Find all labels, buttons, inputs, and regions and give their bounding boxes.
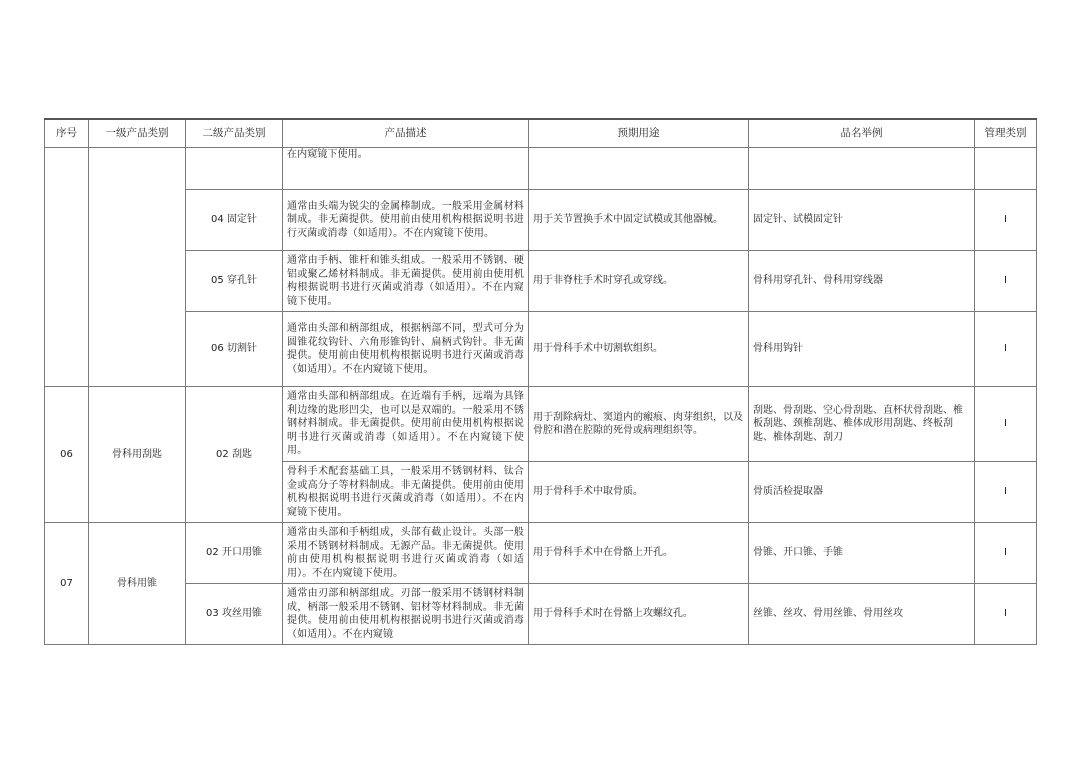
cell-intended-use: 用于骨科手术时在骨骼上攻螺纹孔。 [529, 584, 749, 645]
cell-category-2 [186, 148, 283, 190]
cell-management-class: I [975, 251, 1037, 312]
col-header-name-examples: 品名举例 [749, 119, 975, 148]
cell-description: 通常由刃部和柄部组成。刃部一般采用不锈钢材料制成，柄部一般采用不锈钢、铝材等材料制成。非无菌提供。使用前由使用机构根据说明书进行灭菌或消毒（如适用）。不在内窥镜 [283, 584, 529, 645]
cell-description [283, 148, 529, 190]
cell-management-class: I [975, 462, 1037, 523]
header-row [45, 119, 1037, 148]
catalog-table [44, 118, 1037, 645]
cell-description: 通常由头端为锐尖的金属棒制成。一般采用金属材料制成。非无菌提供。使用前由使用机构根据说明书进行灭菌或消毒（如适用）。不在内窥镜下使用。 [283, 190, 529, 251]
cell-intended-use: 用于非脊柱手术时穿孔或穿线。 [529, 251, 749, 312]
table-row [45, 190, 1037, 251]
cell-intended-use: 用于骨科手术中取骨质。 [529, 462, 749, 523]
col-header-no: 序号 [45, 119, 89, 148]
cell-category-2: 04 固定针 [186, 190, 283, 251]
col-header-category-1: 一级产品类别 [89, 119, 186, 148]
cell-category-1: 骨科用锥 [89, 523, 186, 645]
cell-description: 通常由头部和手柄组成，头部有截止设计。头部一般采用不锈钢材料制成。无源产品。非无菌提供。使用前由使用机构根据说明书进行灭菌或消毒（如适用）。不在内窥镜下使用。 [283, 523, 529, 584]
cell-no: 06 [45, 387, 89, 523]
cell-intended-use [529, 148, 749, 190]
cell-name-examples [749, 148, 975, 190]
table-row [45, 523, 1037, 584]
cell-name-examples: 固定针、试模固定针 [749, 190, 975, 251]
cell-description: 通常由头部和柄部组成。在近端有手柄，远端为具锋利边缘的匙形凹尖，也可以是双端的。一般采用不锈钢材料制成。非无菌提供。使用前由使用机构根据说明书进行灭菌或消毒（如适用）。不在内窥镜下使用。 [283, 387, 529, 462]
cell-category-2: 02 刮匙 [186, 387, 283, 523]
col-header-intended-use: 预期用途 [529, 119, 749, 148]
cell-category-2: 05 穿孔针 [186, 251, 283, 312]
table-row [45, 584, 1037, 645]
cell-name-examples: 刮匙、骨刮匙、空心骨刮匙、直杯状骨刮匙、椎板刮匙、颈椎刮匙、椎体成形用刮匙、终板刮匙、椎体刮匙、刮刀 [749, 387, 975, 462]
cell-category-2: 03 攻丝用锥 [186, 584, 283, 645]
table-row [45, 312, 1037, 387]
cell-management-class: I [975, 190, 1037, 251]
cell-category-2: 02 开口用锥 [186, 523, 283, 584]
table-row [45, 387, 1037, 462]
cell-name-examples: 骨科用穿孔针、骨科用穿线器 [749, 251, 975, 312]
cell-category-2: 06 切割针 [186, 312, 283, 387]
cell-description: 通常由手柄、锥杆和锥头组成。一般采用不锈钢、硬铝或聚乙烯材料制成。非无菌提供。使用前由使用机构根据说明书进行灭菌或消毒（如适用）。不在内窥镜下使用。 [283, 251, 529, 312]
cell-no [45, 148, 89, 387]
cell-intended-use: 用于关节置换手术中固定试模或其他器械。 [529, 190, 749, 251]
cell-management-class: I [975, 312, 1037, 387]
cell-intended-use: 用于刮除病灶、窦道内的瘢痕、肉芽组织，以及骨腔和潜在腔隙的死骨或病理组织等。 [529, 387, 749, 462]
cell-category-1 [89, 148, 186, 387]
cell-name-examples: 骨质活检提取器 [749, 462, 975, 523]
cell-no: 07 [45, 523, 89, 645]
cell-description: 通常由头部和柄部组成，根据柄部不同，型式可分为圆锥花纹钩针、六角形锥钩针、扁柄式钩针。非无菌提供。使用前由使用机构根据说明书进行灭菌或消毒（如适用）。不在内窥镜下使用。 [283, 312, 529, 387]
cell-management-class: I [975, 387, 1037, 462]
col-header-description: 产品描述 [283, 119, 529, 148]
cell-management-class [975, 148, 1037, 190]
cell-name-examples: 骨科用钩针 [749, 312, 975, 387]
description-text: 在内窥镜下使用。 [287, 149, 368, 160]
table-row [45, 251, 1037, 312]
cell-intended-use: 用于骨科手术中切割软组织。 [529, 312, 749, 387]
cell-intended-use: 用于骨科手术中在骨骼上开孔。 [529, 523, 749, 584]
cell-description: 骨科手术配套基础工具，一般采用不锈钢材料、钛合金或高分子等材料制成。非无菌提供。使用前由使用机构根据说明书进行灭菌或消毒（如适用）。不在内窥镜下使用。 [283, 462, 529, 523]
col-header-category-2: 二级产品类别 [186, 119, 283, 148]
cell-management-class: I [975, 584, 1037, 645]
cell-category-1: 骨科用刮匙 [89, 387, 186, 523]
col-header-management-class: 管理类别 [975, 119, 1037, 148]
table-row [45, 148, 1037, 190]
cell-management-class: I [975, 523, 1037, 584]
cell-name-examples: 骨锥、开口锥、手锥 [749, 523, 975, 584]
cell-name-examples: 丝锥、丝攻、骨用丝锥、骨用丝攻 [749, 584, 975, 645]
